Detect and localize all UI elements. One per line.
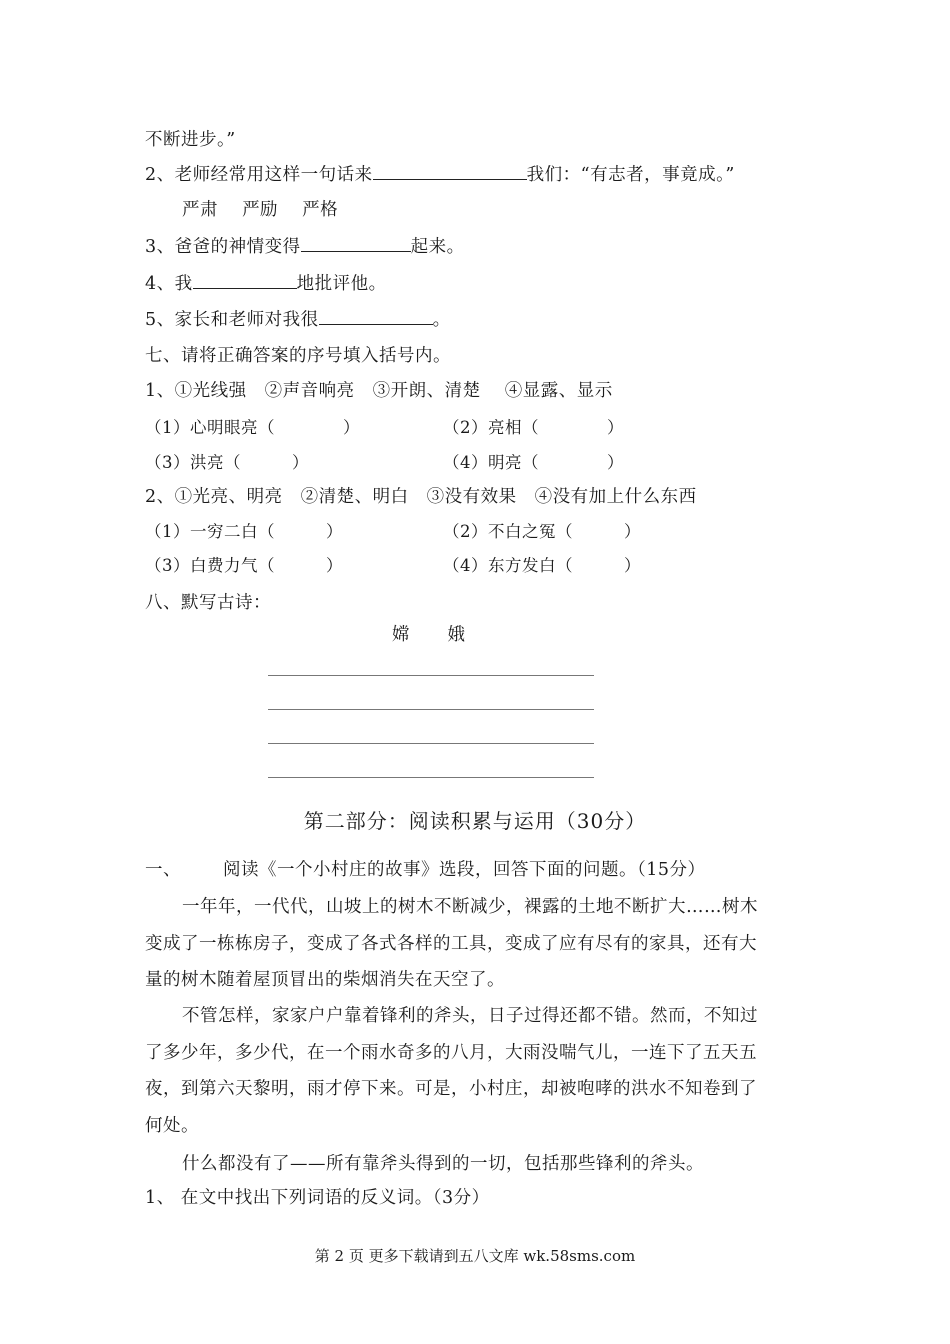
answer-blank[interactable] [193, 270, 297, 289]
question-6-3 [145, 233, 465, 258]
sub-question-1: 1、 在文中找出下列词语的反义词。（3分） [145, 1188, 490, 1208]
passage-line: 什么都没有了——所有靠斧头得到的一切，包括那些锋利的斧头。 [182, 1154, 704, 1174]
group-1-options: 1、①光线强 ②声音响亮 ③开朗、清楚 ④显露、显示 [145, 381, 613, 401]
answer-blank[interactable] [301, 233, 411, 252]
part-2-heading: 第二部分：阅读积累与运用（30分） [303, 809, 647, 833]
g1-item-4[interactable]: （4）明亮（ ） [443, 453, 624, 472]
passage-line: 不管怎样，家家户户靠着锋利的斧头，日子过得还都不错。然而，不知过 [182, 1006, 758, 1026]
q3-text-before: 3、爸爸的神情变得 [145, 237, 301, 257]
section-7-title: 七、请将正确答案的序号填入括号内。 [145, 346, 451, 366]
section-8-title: 八、默写古诗： [145, 593, 271, 613]
poem-line-blank[interactable] [268, 675, 594, 676]
question-6-2 [145, 161, 735, 186]
answer-blank[interactable] [373, 161, 527, 180]
passage-line: 了多少年，多少代，在一个雨水奇多的八月，大雨没喘气儿，一连下了五天五 [145, 1043, 757, 1063]
q5-text-before: 5、家长和老师对我很 [145, 310, 319, 330]
passage-line: 夜，到第六天黎明，雨才停下来。可是，小村庄，却被咆哮的洪水不知卷到了 [145, 1079, 757, 1099]
g2-item-4[interactable]: （4）东方发白（ ） [443, 556, 641, 575]
question-text: 阅读《一个小村庄的故事》选段，回答下面的问题。（15分） [223, 860, 706, 880]
passage-line: 变成了一栋栋房子，变成了各式各样的工具，变成了应有尽有的家具，还有大 [145, 934, 757, 954]
passage-line: 量的树木随着屋顶冒出的柴烟消失在天空了。 [145, 970, 505, 990]
continuation-text: 不断进步。” [145, 130, 236, 150]
g1-item-2[interactable]: （2）亮相（ ） [443, 418, 624, 437]
page-footer: 第 2 页 更多下载请到五八文库 wk.58sms.com [314, 1247, 636, 1265]
q5-text-after: 。 [432, 310, 451, 330]
group-2-options: 2、①光亮、明亮 ②清楚、明白 ③没有效果 ④没有加上什么东西 [145, 487, 697, 507]
g2-item-3[interactable]: （3）白费力气（ ） [145, 556, 343, 575]
poem-line-blank[interactable] [268, 777, 594, 778]
poem-line-blank[interactable] [268, 743, 594, 744]
poem-line-blank[interactable] [268, 709, 594, 710]
question-6-5 [145, 306, 451, 331]
question-number: 一、 [145, 860, 181, 880]
g1-item-1[interactable]: （1）心明眼亮（ ） [145, 418, 360, 437]
reading-question-1 [145, 856, 706, 881]
answer-blank[interactable] [319, 306, 433, 325]
q2-word-options: 严肃 严励 严格 [182, 200, 339, 220]
g2-item-2[interactable]: （2）不白之冤（ ） [443, 522, 641, 541]
poem-title: 嫦 娥 [392, 625, 466, 645]
q2-text-after: 我们：“有志者，事竟成。” [526, 165, 735, 185]
g2-item-1[interactable]: （1）一穷二白（ ） [145, 522, 343, 541]
q4-text-before: 4、我 [145, 274, 193, 294]
passage-line: 何处。 [145, 1116, 199, 1136]
q4-text-after: 地批评他。 [296, 274, 387, 294]
q2-text-before: 2、老师经常用这样一句话来 [145, 165, 373, 185]
passage-line: 一年年，一代代，山坡上的树木不断减少，裸露的土地不断扩大……树木 [182, 897, 758, 917]
question-6-4 [145, 270, 387, 295]
g1-item-3[interactable]: （3）洪亮（ ） [145, 453, 309, 472]
q3-text-after: 起来。 [410, 237, 465, 257]
